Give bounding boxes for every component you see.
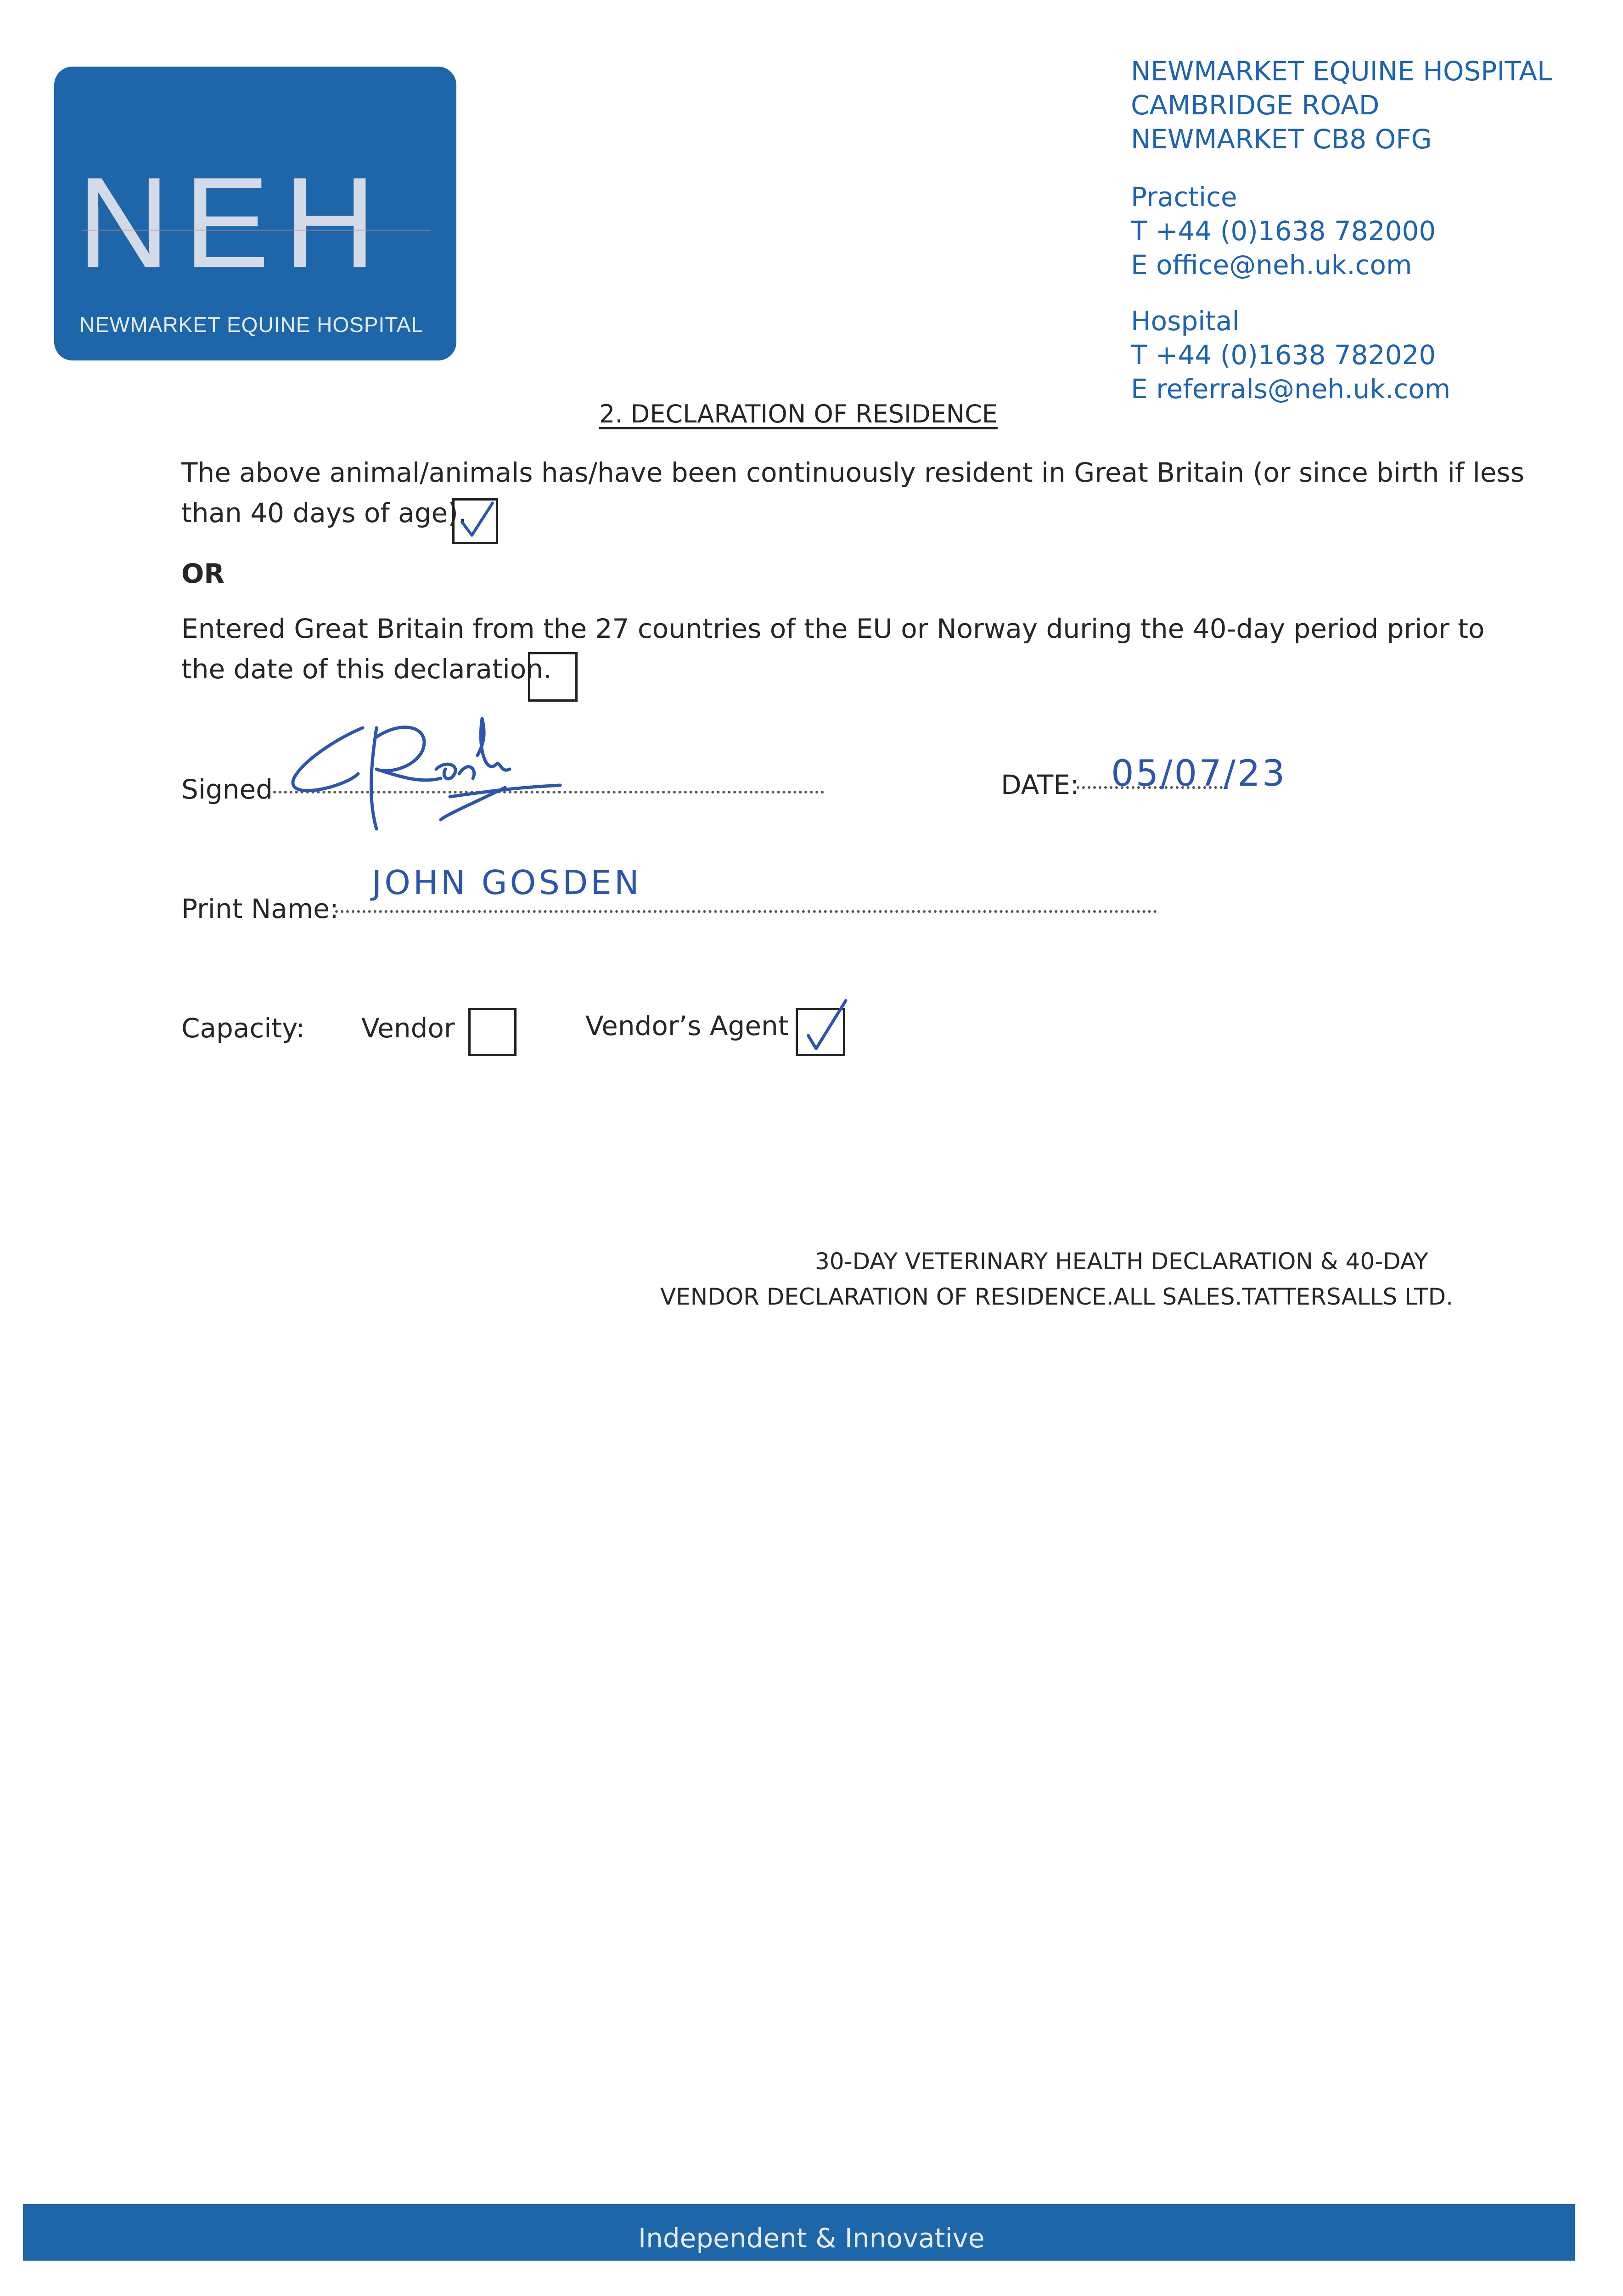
print-name-value: JOHN GOSDEN bbox=[372, 863, 642, 902]
date-value: 05/07/23 bbox=[1111, 753, 1287, 794]
date-label: DATE: bbox=[1001, 769, 1079, 800]
statement2-line2: the date of this declaration. bbox=[181, 653, 552, 685]
hospital-label: Hospital bbox=[1131, 305, 1240, 337]
statement1-line2: than 40 days of age). bbox=[181, 497, 467, 529]
address-road: CAMBRIDGE ROAD bbox=[1131, 90, 1380, 121]
footnote-line1: 30-DAY VETERINARY HEALTH DECLARATION & 40-DAY bbox=[815, 1248, 1428, 1275]
check-mark-icon bbox=[455, 501, 496, 542]
neh-logo bbox=[54, 67, 456, 360]
print-name-label: Print Name: bbox=[181, 893, 339, 924]
vendors-agent-label: Vendor’s Agent bbox=[585, 1010, 789, 1041]
vendor-label: Vendor bbox=[361, 1013, 455, 1044]
vendors-agent-checkbox[interactable] bbox=[796, 1008, 845, 1056]
vendor-checkbox[interactable] bbox=[468, 1008, 517, 1056]
statement2-checkbox[interactable] bbox=[528, 652, 578, 702]
hospital-email: E referrals@neh.uk.com bbox=[1131, 373, 1451, 405]
logo-mark: NEH bbox=[77, 151, 390, 294]
capacity-label: Capacity: bbox=[181, 1013, 305, 1044]
hospital-phone: T +44 (0)1638 782020 bbox=[1131, 339, 1436, 371]
check-mark-icon bbox=[798, 1010, 843, 1054]
signed-label: Signed bbox=[181, 774, 273, 805]
statement1-checkbox[interactable] bbox=[452, 498, 498, 544]
address-town: NEWMARKET CB8 OFG bbox=[1131, 124, 1432, 155]
footnote-line2: VENDOR DECLARATION OF RESIDENCE.ALL SALES.TATTERSALLS LTD. bbox=[660, 1283, 1454, 1310]
practice-phone: T +44 (0)1638 782000 bbox=[1131, 215, 1436, 247]
footer-tagline: Independent & Innovative bbox=[638, 2223, 985, 2254]
logo-line bbox=[82, 230, 431, 231]
signature-mark bbox=[285, 709, 569, 838]
statement2-line1: Entered Great Britain from the 27 countries of the EU or Norway during the 40-day period prior to bbox=[181, 613, 1485, 644]
print-name-line[interactable] bbox=[335, 910, 1157, 913]
section-title: 2. DECLARATION OF RESIDENCE bbox=[599, 400, 998, 428]
statement1-line1: The above animal/animals has/have been continuously resident in Great Britain (or since birth if less bbox=[181, 457, 1524, 488]
address-name: NEWMARKET EQUINE HOSPITAL bbox=[1131, 56, 1552, 87]
practice-email: E office@neh.uk.com bbox=[1131, 249, 1412, 281]
logo-subtitle: NEWMARKET EQUINE HOSPITAL bbox=[79, 313, 424, 337]
practice-label: Practice bbox=[1131, 181, 1237, 213]
or-label: OR bbox=[181, 558, 225, 589]
